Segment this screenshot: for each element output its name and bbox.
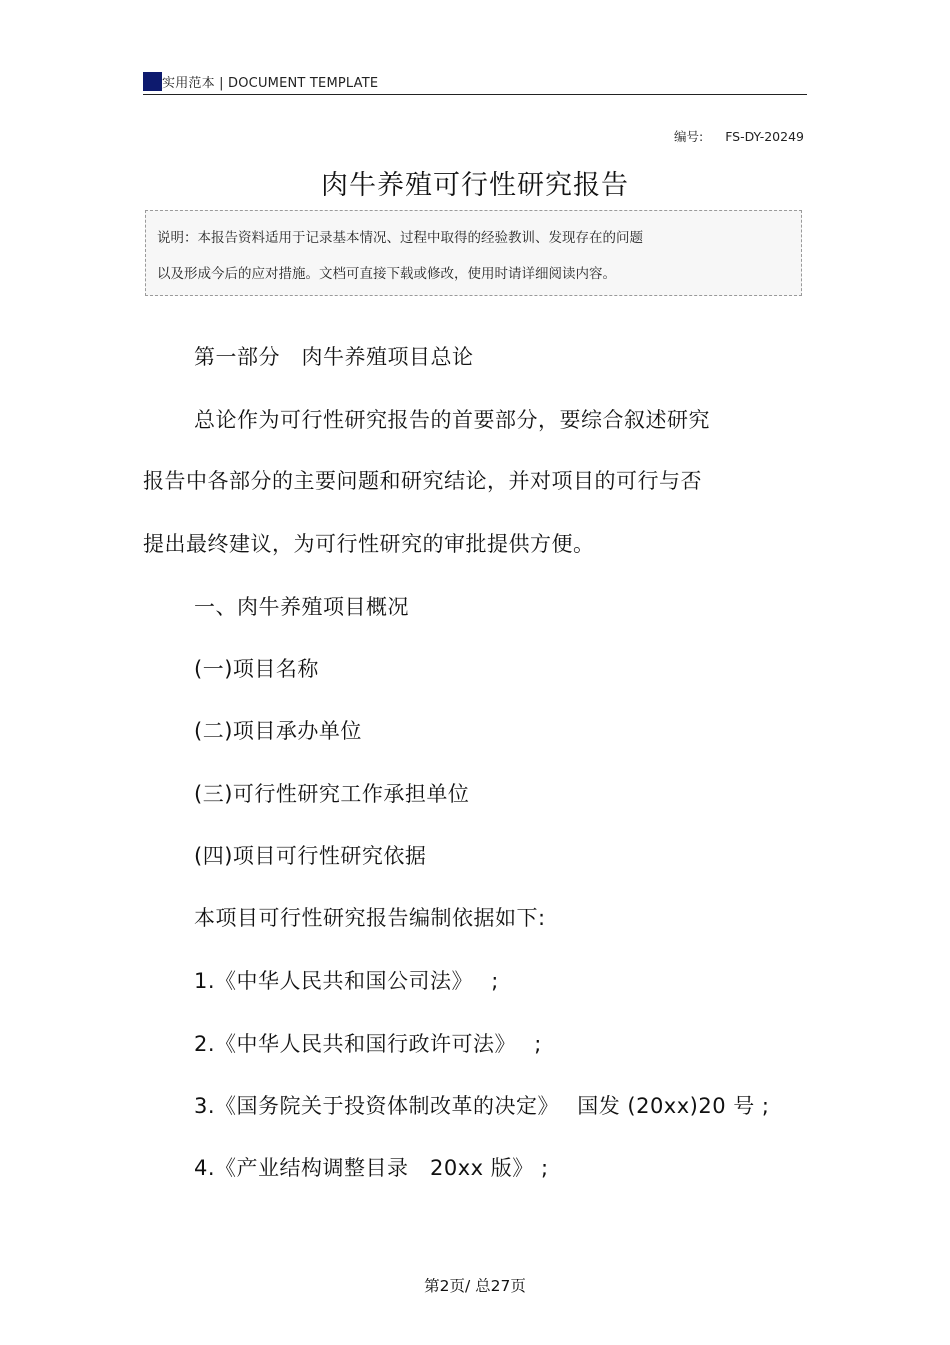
document-code xyxy=(674,127,804,145)
basis-item-4: 4.《产业结构调整目录 20xx 版》 ; xyxy=(194,1156,549,1180)
intro-line-2: 报告中各部分的主要问题和研究结论，并对项目的可行与否 xyxy=(143,469,702,493)
basis-intro: 本项目可行性研究报告编制依据如下: xyxy=(194,906,546,930)
basis-item-1: 1.《中华人民共和国公司法》 ; xyxy=(194,969,499,993)
document-title: 肉牛养殖可行性研究报告 xyxy=(321,170,629,201)
item-project-name: (一)项目名称 xyxy=(194,657,319,681)
note-box xyxy=(145,210,802,296)
note-line-2: 以及形成今后的应对措施。文档可直接下载或修改，使用时请详细阅读内容。 xyxy=(157,266,616,282)
section-heading: 第一部分 肉牛养殖项目总论 xyxy=(194,345,474,369)
document-code-label: 编号: xyxy=(673,129,704,144)
basis-item-3: 3.《国务院关于投资体制改革的决定》 国发 (20xx)20 号 ; xyxy=(194,1094,770,1118)
brand-logo-square xyxy=(143,72,162,91)
note-line-1: 说明：本报告资料适用于记录基本情况、过程中取得的经验教训、发现存在的问题 xyxy=(157,230,643,246)
subsection-heading: 一、肉牛养殖项目概况 xyxy=(194,595,409,619)
intro-line-3: 提出最终建议，为可行性研究的审批提供方便。 xyxy=(143,532,595,556)
item-study-basis: (四)项目可行性研究依据 xyxy=(194,844,427,868)
header-brand-text: 实用范本 | DOCUMENT TEMPLATE xyxy=(162,76,379,91)
basis-item-2: 2.《中华人民共和国行政许可法》 ; xyxy=(194,1032,542,1056)
item-study-unit: (三)可行性研究工作承担单位 xyxy=(194,782,470,806)
intro-line-1: 总论作为可行性研究报告的首要部分，要综合叙述研究 xyxy=(194,408,710,432)
page-number: 第2页/ 总27页 xyxy=(424,1277,526,1295)
document-code-value: FS-DY-20249 xyxy=(725,129,804,144)
item-project-organizer: (二)项目承办单位 xyxy=(194,719,362,743)
document-header xyxy=(143,70,807,95)
